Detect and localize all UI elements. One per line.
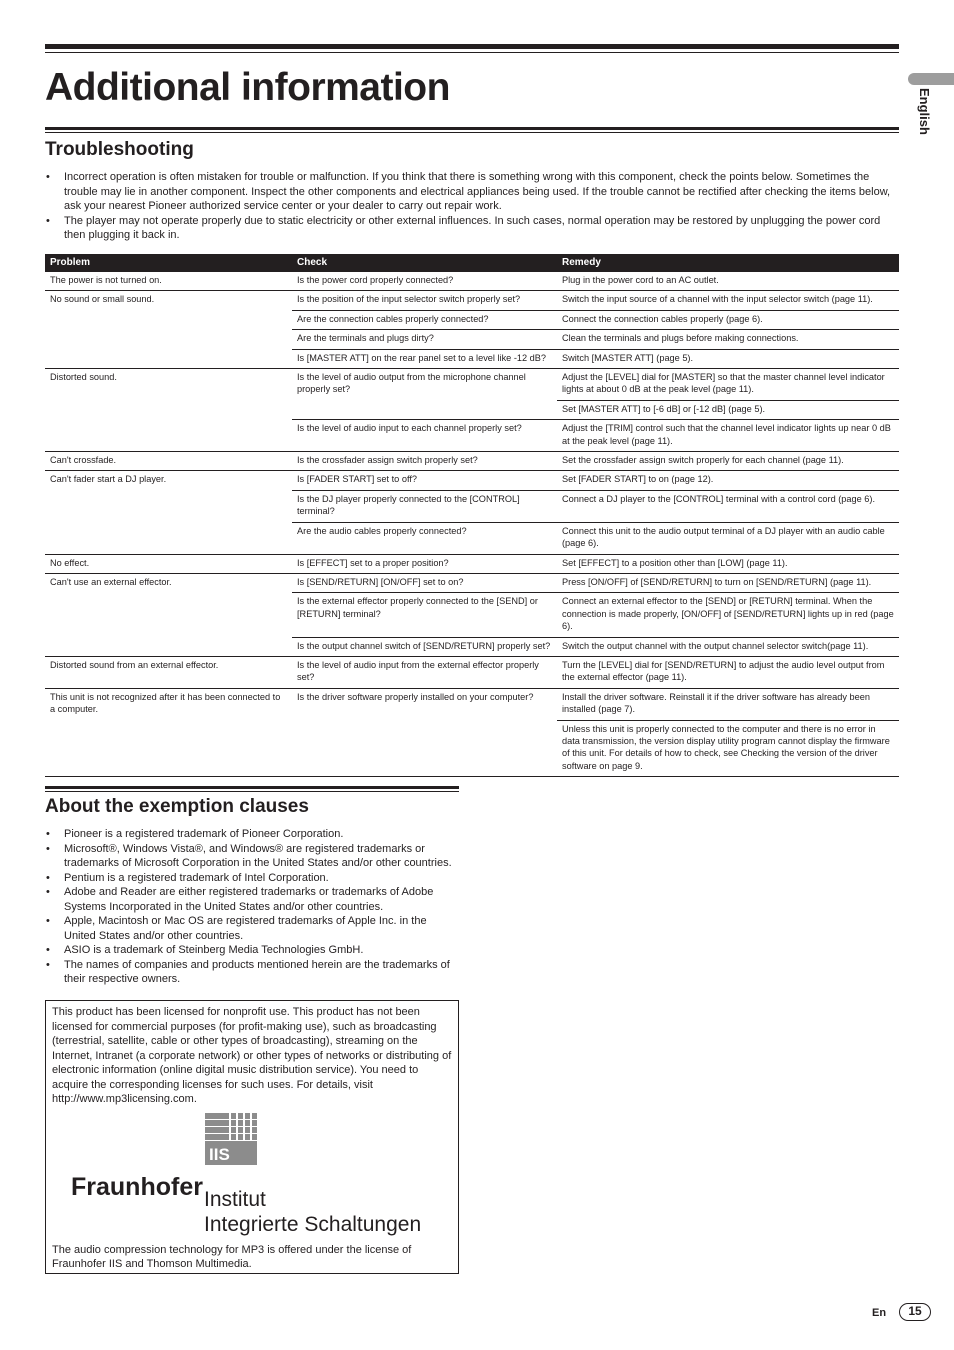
iis-badge-text: IIS [209, 1145, 230, 1164]
list-item: • The player may not operate properly due to static electricity or other external influences. In such cases, normal operation may be restored by unplugging the power cord then plugging it back in. [46, 214, 899, 243]
top-rule [45, 44, 899, 53]
remedy-cell: Set [FADER START] to on (page 12). [557, 471, 899, 490]
remedy-cell: Adjust the [TRIM] control such that the channel level indicator lights up near 0 dB at the peak level (page 11). [557, 420, 899, 452]
remedy-cell: Set the crossfader assign switch properly for each channel (page 11). [557, 452, 899, 471]
table-row [45, 688, 899, 720]
check-cell: Is the crossfader assign switch properly set? [292, 452, 557, 471]
problem-cell: Can't use an external effector. [45, 573, 292, 656]
remedy-cell: Switch the input source of a channel with the input selector switch (page 11). [557, 291, 899, 310]
exemption-list [46, 827, 458, 987]
header-problem: Problem [45, 254, 292, 272]
remedy-cell: Press [ON/OFF] of [SEND/RETURN] to turn on [SEND/RETURN] (page 11). [557, 573, 899, 592]
footer-language: En [872, 1307, 887, 1319]
license-footer: The audio compression technology for MP3 is offered under the license of Fraunhofer IIS and Thomson Multimedia. [52, 1244, 412, 1270]
problem-cell: Distorted sound. [45, 369, 292, 452]
table-row [45, 291, 899, 310]
table-row [45, 369, 899, 401]
check-cell: Is the DJ player properly connected to the [CONTROL] terminal? [292, 490, 557, 522]
page-title: Additional information [45, 66, 450, 109]
check-cell: Are the audio cables properly connected? [292, 522, 557, 554]
remedy-cell: Set [MASTER ATT] to [-6 dB] or [-12 dB] (page 5). [557, 400, 899, 419]
list-item: • Microsoft®, Windows Vista®, and Windows® are registered trademarks or trademarks of Microsoft Corporation in the United States and/or other countries. [46, 842, 458, 871]
list-item: • Incorrect operation is often mistaken for trouble or malfunction. If you think that there is something wrong with this component, check the points below. Sometimes the trouble may lie in another component. Inspect the other components and electrical appliances being used. If the trouble cannot be rectified after checking the items below, ask your nearest Pioneer authorized service center or your dealer to carry out repair work. [46, 170, 899, 214]
problem-cell: Can't crossfade. [45, 452, 292, 471]
remedy-cell: Connect this unit to the audio output terminal of a DJ player with an audio cable (page 6). [557, 522, 899, 554]
table-row [45, 272, 899, 291]
problem-cell: No sound or small sound. [45, 291, 292, 369]
check-cell: Is the output channel switch of [SEND/RETURN] properly set? [292, 637, 557, 656]
list-item: • Pentium is a registered trademark of Intel Corporation. [46, 871, 458, 886]
check-cell: Are the terminals and plugs dirty? [292, 330, 557, 349]
page-number: 15 [899, 1303, 931, 1321]
exemption-rule [45, 786, 459, 792]
check-cell: Is the external effector properly connected to the [SEND] or [RETURN] terminal? [292, 593, 557, 637]
check-cell: Is the level of audio output from the microphone channel properly set? [292, 369, 557, 420]
check-cell: Is the position of the input selector switch properly set? [292, 291, 557, 310]
table-row [45, 554, 899, 573]
check-cell: Are the connection cables properly connected? [292, 310, 557, 329]
remedy-cell: Clean the terminals and plugs before making connections. [557, 330, 899, 349]
table-row [45, 471, 899, 490]
list-item: • ASIO is a trademark of Steinberg Media Technologies GmbH. [46, 943, 458, 958]
remedy-cell: Switch the output channel with the output channel selector switch(page 11). [557, 637, 899, 656]
remedy-cell: Install the driver software. Reinstall it if the driver software has already been installed (page 7). [557, 688, 899, 720]
list-item: • Pioneer is a registered trademark of Pioneer Corporation. [46, 827, 458, 842]
exemption-heading: About the exemption clauses [45, 796, 309, 817]
problem-cell: This unit is not recognized after it has been connected to a computer. [45, 688, 292, 776]
problem-cell: Can't fader start a DJ player. [45, 471, 292, 554]
list-item: • Adobe and Reader are either registered trademarks or trademarks of Adobe Systems Incorporated in the United States and/or other countries. [46, 885, 458, 914]
remedy-cell: Unless this unit is properly connected to the computer and there is no error in data transmission, the version display utility program cannot display the firmware of this unit. For details of how to check, see Checking the version of the driver software on page 9. [557, 720, 899, 777]
check-cell: Is the power cord properly connected? [292, 272, 557, 291]
remedy-cell: Connect the connection cables properly (page 6). [557, 310, 899, 329]
header-check: Check [292, 254, 557, 272]
remedy-cell: Turn the [LEVEL] dial for [SEND/RETURN] to adjust the audio level output from the external effector (page 11). [557, 656, 899, 688]
check-cell: Is the driver software properly installed on your computer? [292, 688, 557, 776]
list-item: • The names of companies and products mentioned herein are the trademarks of their respective owners. [46, 958, 458, 987]
fraunhofer-name: Fraunhofer [71, 1173, 203, 1201]
troubleshooting-intro-list [46, 170, 899, 243]
license-text: This product has been licensed for nonprofit use. This product has not been licensed for commercial purposes (for profit-making use), such as broadcasting (terrestrial, satellite, cable or other types of broadcasting), streaming on the Internet, Intranet (a corporate network) or other types of networks or distributing of electronic information (online digital music distribution service). You need to acquire the corresponding licenses for such uses. For details, visit http://www.mp3licensing.com. [52, 1006, 452, 1105]
check-cell: Is [FADER START] set to off? [292, 471, 557, 490]
remedy-cell: Adjust the [LEVEL] dial for [MASTER] so that the master channel level indicator lights at about 0 dB at the peak level (page 11). [557, 369, 899, 401]
remedy-cell: Plug in the power cord to an AC outlet. [557, 272, 899, 291]
table-header-row [45, 254, 899, 272]
fraunhofer-iis-logo-icon [205, 1113, 257, 1165]
remedy-cell: Set [EFFECT] to a position other than [LOW] (page 11). [557, 554, 899, 573]
header-remedy: Remedy [557, 254, 899, 272]
title-rule [45, 127, 899, 133]
problem-cell: The power is not turned on. [45, 272, 292, 291]
check-cell: Is the level of audio input to each channel properly set? [292, 420, 557, 452]
license-box [45, 1000, 459, 1274]
problem-cell: Distorted sound from an external effector. [45, 656, 292, 688]
check-cell: Is the level of audio input from the external effector properly set? [292, 656, 557, 688]
check-cell: Is [MASTER ATT] on the rear panel set to a level like -12 dB? [292, 349, 557, 368]
list-item: • Apple, Macintosh or Mac OS are registered trademarks of Apple Inc. in the United States and/or other countries. [46, 914, 458, 943]
remedy-cell: Connect an external effector to the [SEND] or [RETURN] terminal. When the connection is made properly, [ON/OFF] of [SEND/RETURN] lights up in red (page 6). [557, 593, 899, 637]
troubleshooting-heading: Troubleshooting [45, 139, 194, 160]
check-cell: Is [SEND/RETURN] [ON/OFF] set to on? [292, 573, 557, 592]
language-label: English [917, 88, 932, 135]
check-cell: Is [EFFECT] set to a proper position? [292, 554, 557, 573]
remedy-cell: Connect a DJ player to the [CONTROL] terminal with a control cord (page 6). [557, 490, 899, 522]
table-row [45, 452, 899, 471]
troubleshooting-table [45, 254, 899, 777]
table-row [45, 656, 899, 688]
remedy-cell: Switch [MASTER ATT] (page 5). [557, 349, 899, 368]
fraunhofer-institute: Institut Integrierte Schaltungen [204, 1188, 422, 1236]
problem-cell: No effect. [45, 554, 292, 573]
table-row [45, 573, 899, 592]
language-tab [908, 73, 954, 85]
